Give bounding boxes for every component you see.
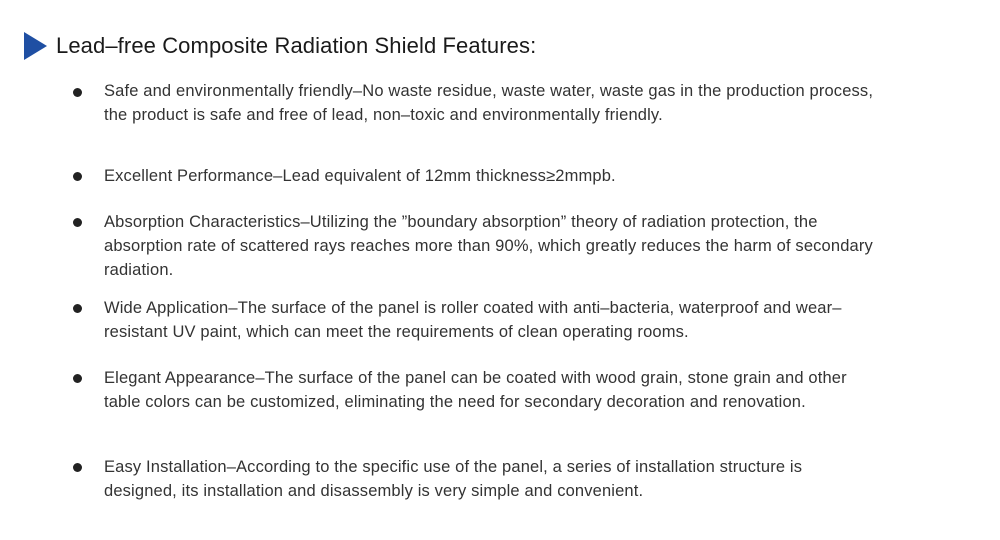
bullet-icon [73, 88, 82, 97]
feature-text: Easy Installation–According to the specific use of the panel, a series of installation structure is designed, its installation and disassembly is very simple and convenient. [104, 458, 803, 500]
feature-item-safe [104, 79, 874, 127]
feature-text: Wide Application–The surface of the panel is roller coated with anti–bacteria, waterproof and wear–resistant UV paint, which can meet the requirements of clean operating rooms. [104, 299, 842, 341]
bullet-icon [73, 463, 82, 472]
feature-text: Excellent Performance–Lead equivalent of 12mm thickness≥2mmpb. [104, 167, 616, 185]
section-header [24, 30, 536, 62]
bullet-icon [73, 304, 82, 313]
feature-text: Absorption Characteristics–Utilizing the ”boundary absorption” theory of radiation protection, the absorption rate of scattered rays reaches more than 90%, which greatly reduces the harm of secondary radiation. [104, 213, 873, 279]
feature-text: Safe and environmentally friendly–No waste residue, waste water, waste gas in the production process, the product is safe and free of lead, non–toxic and environmentally friendly. [104, 82, 874, 124]
feature-item-application [104, 296, 874, 344]
feature-item-performance [104, 164, 874, 188]
bullet-icon [73, 218, 82, 227]
triangle-pointer-icon [24, 32, 47, 60]
feature-item-installation [104, 455, 874, 503]
page-title: Lead–free Composite Radiation Shield Features: [56, 33, 537, 58]
feature-item-absorption [104, 210, 874, 282]
feature-text: Elegant Appearance–The surface of the panel can be coated with wood grain, stone grain and other table colors can be customized, eliminating the need for secondary decoration and renovation. [104, 369, 847, 411]
bullet-icon [73, 374, 82, 383]
bullet-icon [73, 172, 82, 181]
feature-item-appearance [104, 366, 874, 414]
